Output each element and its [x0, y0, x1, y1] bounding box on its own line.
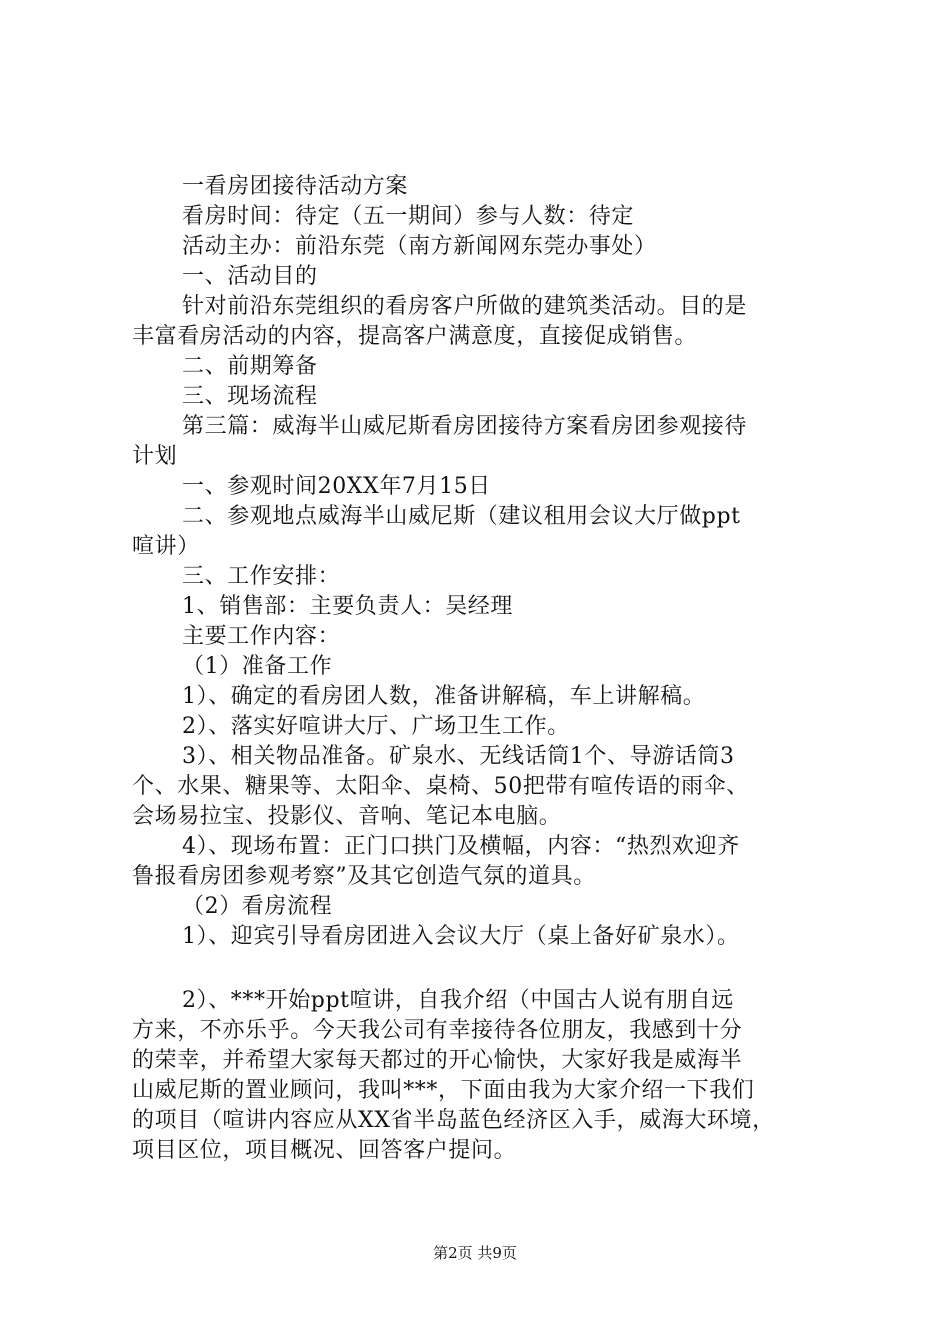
doc-title-line: 一看房团接待活动方案: [182, 174, 409, 199]
text-line: 主要工作内容：: [182, 624, 341, 649]
text-line: 看房时间：待定（五一期间）参与人数：待定: [182, 204, 635, 229]
section-heading: 二、前期筹备: [182, 354, 318, 379]
chapter-heading: 第三篇：威海半山威尼斯看房团接待方案看房团参观接待: [182, 414, 748, 439]
subsection-heading: （1）准备工作: [182, 654, 333, 679]
page-footer: 第2页 共9页: [433, 1244, 517, 1262]
text-line: 活动主办：前沿东莞（南方新闻网东莞办事处）: [182, 234, 657, 259]
text-line: 方来，不亦乐乎。今天我公司有幸接待各位朋友，我感到十分: [132, 1018, 743, 1043]
list-item: 1）、确定的看房团人数，准备讲解稿，车上讲解稿。: [182, 684, 706, 709]
section-heading: 一、参观时间20XX年7月15日: [182, 474, 491, 499]
section-heading: 一、活动目的: [182, 264, 318, 289]
text-line: 的荣幸，并希望大家每天都过的开心愉快，大家好我是威海半: [132, 1048, 743, 1073]
text-line: 1、销售部：主要负责人：吴经理: [182, 594, 513, 619]
text-line: 会场易拉宝、投影仪、音响、笔记本电脑。: [132, 804, 562, 829]
list-item: 4）、现场布置：正门口拱门及横幅，内容：“热烈欢迎齐: [182, 834, 740, 859]
text-line: 项目区位，项目概况、回答客户提问。: [132, 1138, 517, 1163]
text-line: 丰富看房活动的内容，提高客户满意度，直接促成销售。: [132, 324, 698, 349]
list-item: 2）、落实好喧讲大厅、广场卫生工作。: [182, 714, 570, 739]
section-heading: 二、参观地点威海半山威尼斯（建议租用会议大厅做ppt: [182, 504, 741, 529]
text-line: 鲁报看房团参观考察”及其它创造气氛的道具。: [132, 864, 596, 889]
list-item: 3）、相关物品准备。矿泉水、无线话筒1个、导游话筒3: [182, 744, 735, 769]
text-line: 针对前沿东莞组织的看房客户所做的建筑类活动。目的是: [182, 294, 748, 319]
subsection-heading: （2）看房流程: [182, 894, 333, 919]
list-item: 2）、***开始ppt喧讲，自我介绍（中国古人说有朋自远: [182, 988, 734, 1013]
text-line: 喧讲）: [132, 534, 200, 559]
text-line: 的项目（喧讲内容应从XX省半岛蓝色经济区入手，威海大环境，: [132, 1108, 775, 1133]
section-heading: 三、现场流程: [182, 384, 318, 409]
text-line: 山威尼斯的置业顾问，我叫***，下面由我为大家介绍一下我们: [132, 1078, 755, 1103]
paragraph-gap: [132, 952, 836, 986]
text-line: 个、水果、糖果等、太阳伞、桌椅、50把带有喧传语的雨伞、: [132, 774, 749, 799]
text-line: 计划: [132, 444, 178, 469]
list-item: 1）、迎宾引导看房团进入会议大厅（桌上备好矿泉水）。: [182, 924, 740, 949]
section-heading: 三、工作安排：: [182, 564, 341, 589]
document-body: [132, 172, 836, 1166]
